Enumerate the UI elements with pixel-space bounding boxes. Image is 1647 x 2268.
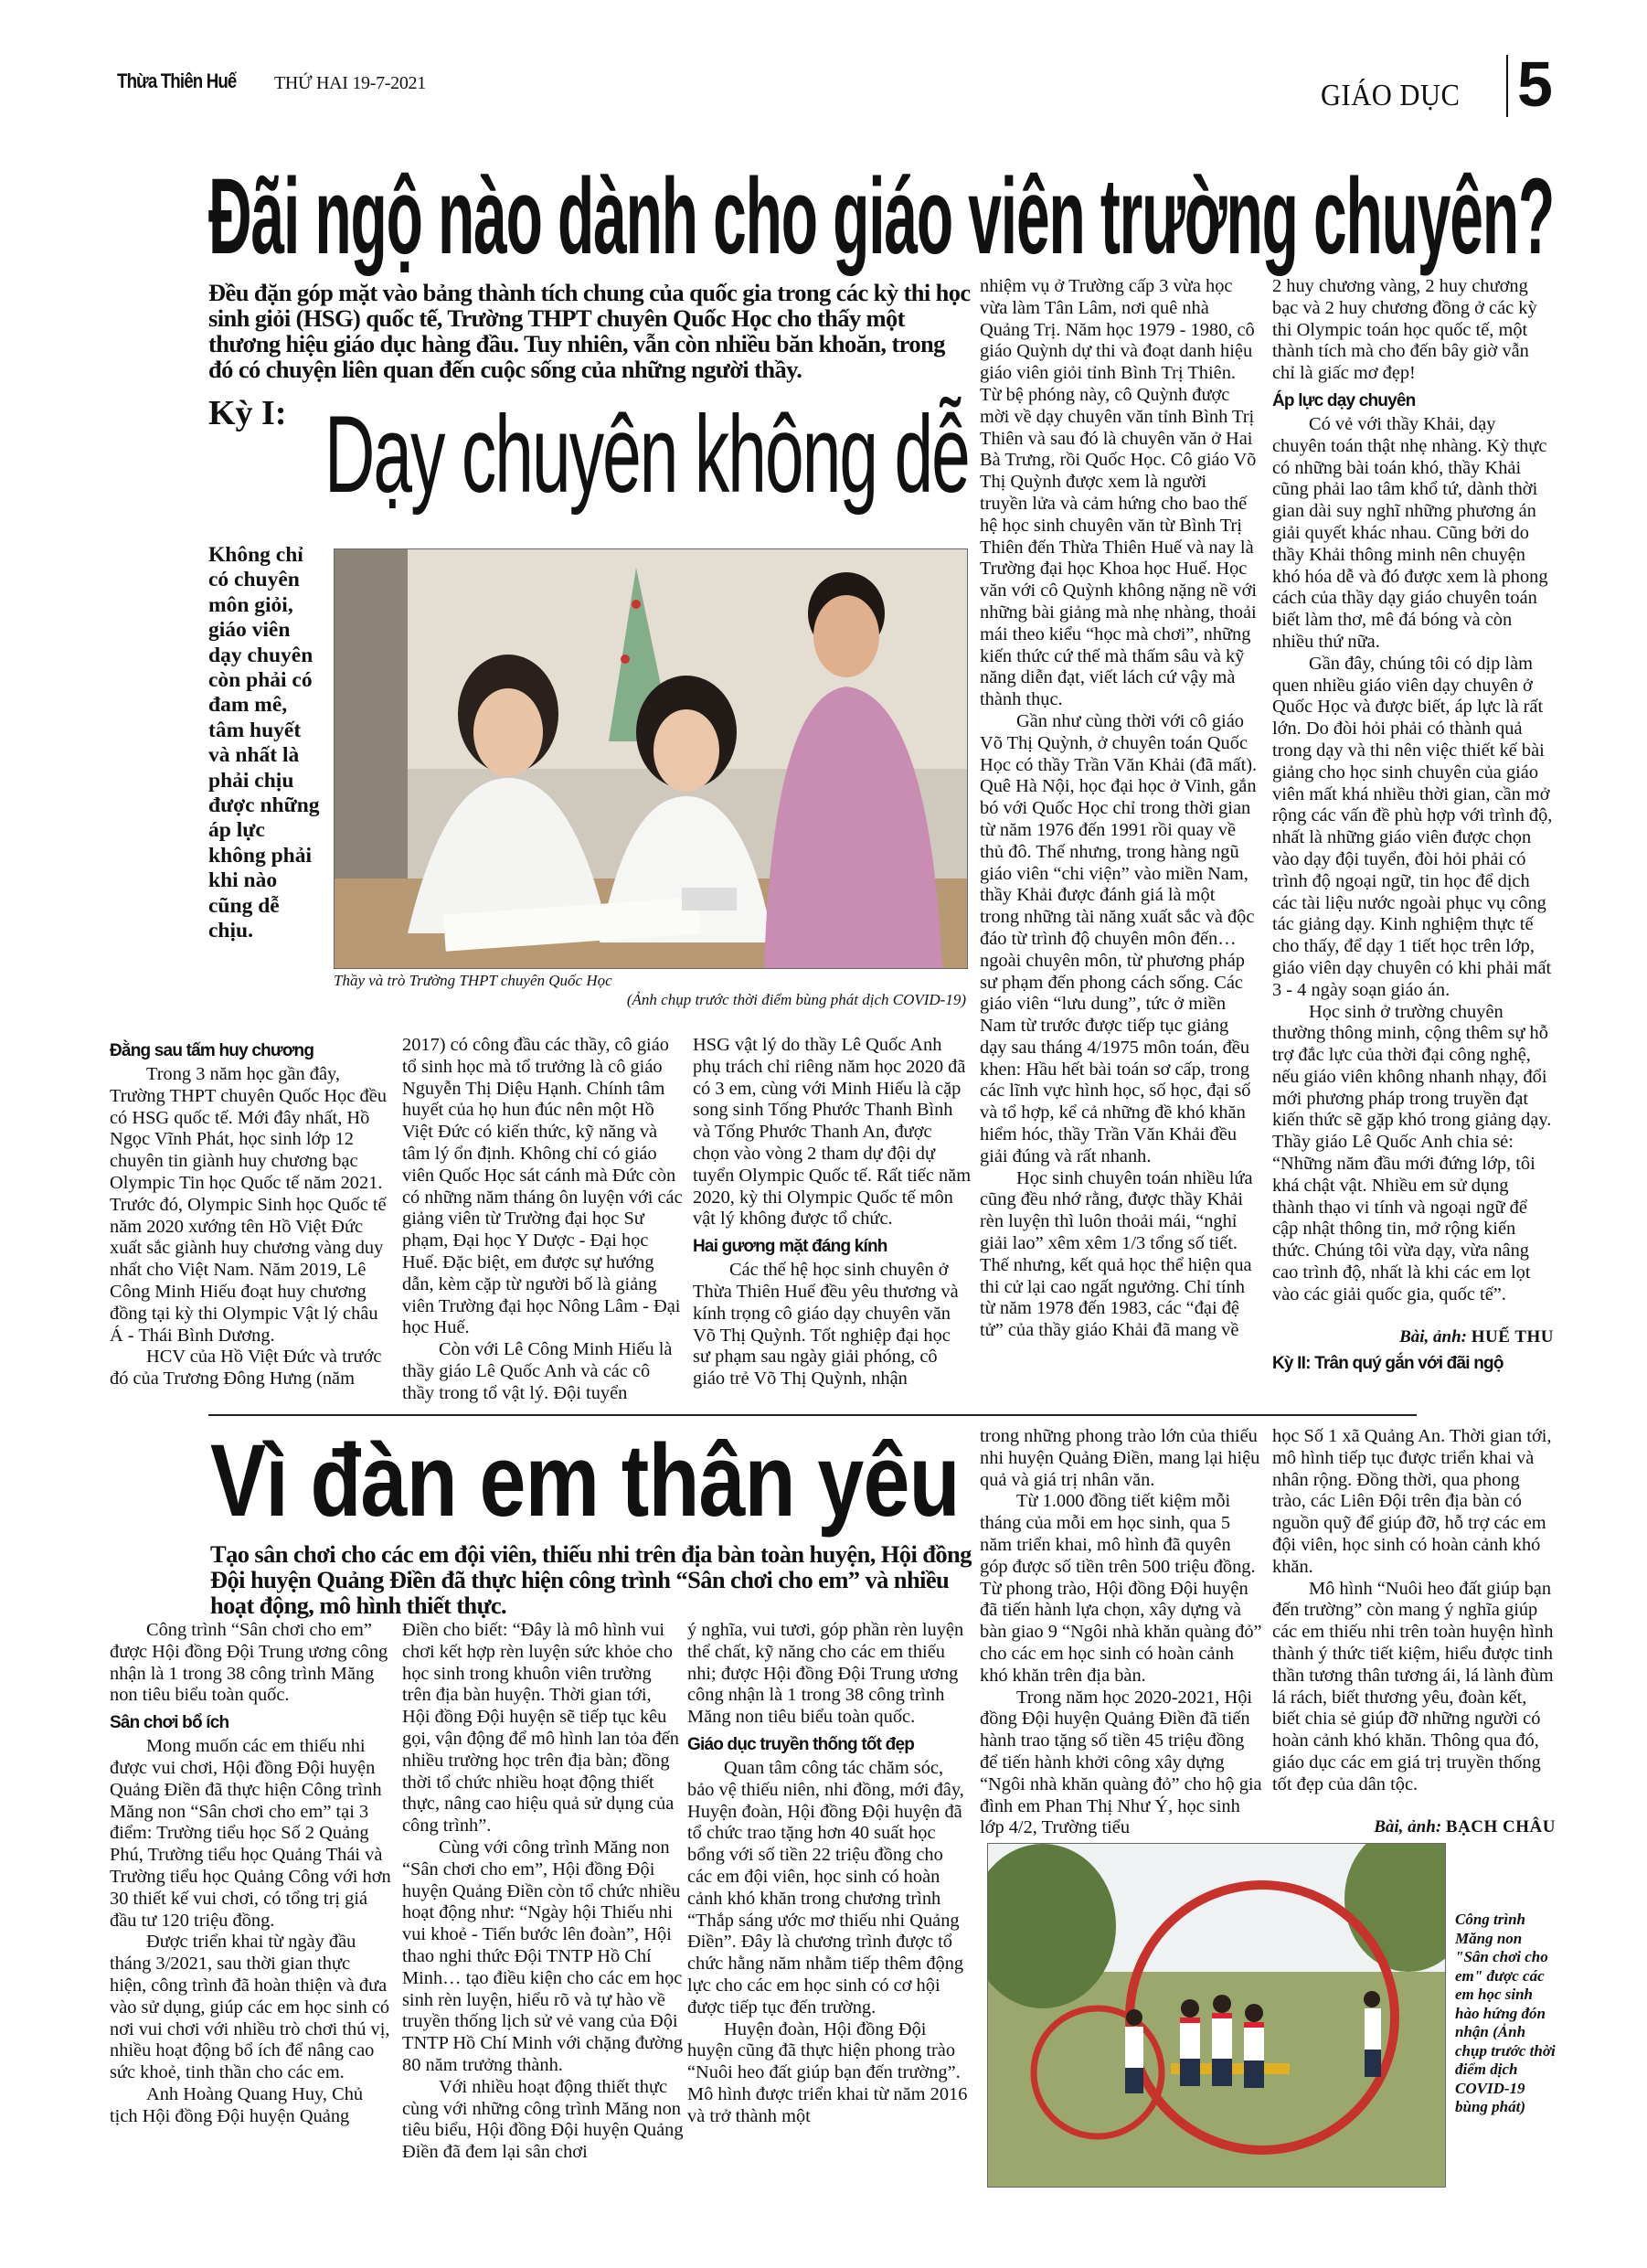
article1-column-1: [110, 1035, 388, 1390]
header-divider: [1506, 55, 1508, 117]
article1-subtitle: Dạy chuyên không dễ: [324, 393, 969, 516]
article2-column-4: [980, 1426, 1263, 1839]
paragraph: Quan tâm công tác chăm sóc, bảo vệ thiếu niên, nhi đồng, mới đây, Huyện đoàn, Hội đồng Đội huyện đã tổ chức trao tặng hơn 40 suất học bổng với số tiền 22 triệu đồng cho các em đội viên, học sinh có hoàn cảnh khó khăn trong chương trình “Thắp sáng ước mơ thiếu nhi Quảng Điền”. Đây là chương trình được tổ chức hằng năm nhằm tiếp thêm động lực cho các em học sinh có cơ hội được tiếp tục đến trường.: [687, 1757, 964, 2018]
paragraph: Anh Hoàng Quang Huy, Chủ tịch Hội đồng Đội huyện Quảng: [110, 2083, 364, 2126]
paragraph: HSG vật lý do thầy Lê Quốc Anh phụ trách chỉ riêng năm học 2020 đã có 3 em, cùng với Minh Hiếu là cặp song sinh Tống Phước Thanh Bình và Tống Phước Thanh An, được chọn vào vòng 2 tham dự đội dự tuyển Olympic Quốc tế. Rất tiếc năm 2020, kỳ thi Olympic Quốc tế môn vật lý không được tổ chức.: [693, 1035, 972, 1230]
paragraph: 2017) có công đầu các thầy, cô giáo tổ sinh học mà tổ trưởng là cô giáo Nguyễn Thị Diệu Hạnh. Chính tâm huyết của họ hun đúc nên một Hồ Việt Đức có kiến thức, kỹ năng và tâm lý ổn định. Không chỉ có giáo viên Quốc Học sát cánh mà Đức còn có những năm tháng ôn luyện với các giảng viên từ Trường đại học Sư phạm, Đại học Y Dược - Đại học Huế. Đặc biệt, em được sự hướng dẫn, kèm cặp từ người bố là giảng viên Trường đại học Nông Lâm - Đại học Huế.: [402, 1035, 683, 1338]
next-part-teaser: Kỳ II: Trân quý gắn với đãi ngộ: [1272, 1354, 1504, 1374]
article1-lead: Đều đặn góp mặt vào bảng thành tích chung của quốc gia trong các kỳ thi học sinh giỏi (HSG) quốc tế, Trường THPT chuyên Quốc Học cho thấy một thương hiệu giáo dục hàng đầu. Tuy nhiên, vẫn còn nhiều băn khoăn, trong đó có chuyện liên quan đến cuộc sống của những người thầy.: [208, 279, 971, 383]
page-number: 5: [1517, 48, 1553, 120]
byline: [1272, 1816, 1556, 1838]
paragraph: trong những phong trào lớn của thiếu nhi huyện Quảng Điền, mang lại hiệu quả và giá trị nhân văn.: [980, 1426, 1260, 1490]
paragraph: 2 huy chương vàng, 2 huy chương bạc và 2 huy chương đồng ở các kỳ thi Olympic toán học quốc tế, một thành tích mà cho đến bây giờ vẫn chỉ là giấc mơ đẹp!: [1272, 276, 1537, 384]
article1-pull-quote: Không chỉ có chuyên môn giỏi, giáo viên dạy chuyên còn phải có đam mê, tâm huyết và nhất là phải chịu được những áp lực không phải khi nào cũng dễ chịu.: [208, 543, 320, 943]
article2-headline: Vì đàn em thân yêu: [210, 1423, 960, 1538]
article1-column-4: [980, 276, 1259, 1342]
article1-photo-caption: [334, 971, 966, 1009]
paragraph: Trong 3 năm học gần đây, Trường THPT chuyên Quốc Học đều có HSG quốc tế. Mới đây nhất, Hồ Ngọc Vĩnh Phát, học sinh lớp 12 chuyên tin giành huy chương bạc Olympic Tin học Quốc tế năm 2021. Trước đó, Olympic Sinh học Quốc tế năm 2020 xướng tên Hồ Việt Đức xuất sắc giành huy chương vàng duy nhất cho Việt Nam. Năm 2019, Lê Công Minh Hiếu đoạt huy chương đồng tại kỳ thi Olympic Vật lý châu Á - Thái Bình Dương.: [110, 1064, 387, 1346]
paragraph: Trong năm học 2020-2021, Hội đồng Đội huyện Quảng Điền đã tiến hành trao tặng số tiền 45 triệu đồng để tiến hành khởi công xây dựng “Ngôi nhà khăn quàng đỏ” cho hộ gia đình em Phan Thị Như Ý, học sinh lớp 4/2, Trường tiểu: [980, 1687, 1262, 1838]
article2-photo-playground: [987, 1843, 1446, 2188]
paragraph: Huyện đoàn, Hội đồng Đội huyện cũng đã thực hiện phong trào “Nuôi heo đất giúp bạn đến trường”. Mô hình được triển khai từ năm 2016 và trở thành một: [687, 2018, 968, 2126]
article1-part-label: Kỳ I:: [208, 394, 287, 432]
byline-label: Bài, ảnh:: [1399, 1326, 1467, 1347]
byline-author: HUẾ THU: [1471, 1326, 1554, 1347]
paragraph: Còn với Lê Công Minh Hiếu là thầy giáo Lê Quốc Anh và các cô thầy trong tổ vật lý. Đội tuyển: [402, 1339, 673, 1403]
paragraph: Với nhiều hoạt động thiết thực cùng với những công trình Măng non tiêu biểu, Hội đồng Đội huyện Quảng Điền đã đem lại sân chơi: [402, 2076, 684, 2163]
issue-date: THỨ HAI 19-7-2021: [274, 73, 426, 93]
paragraph: Các thế hệ học sinh chuyên ở Thừa Thiên Huế đều yêu thương và kính trọng cô giáo dạy chuyên văn Võ Thị Quỳnh. Tốt nghiệp đại học sư phạm sau ngày giải phóng, cô giáo trẻ Võ Thị Quỳnh, nhận: [693, 1260, 959, 1390]
article1-column-2: [402, 1035, 684, 1405]
paragraph: Gần như cùng thời với cô giáo Võ Thị Quỳnh, ở chuyên toán Quốc Học có thầy Trần Văn Khải (đã mất). Quê Hà Nội, học đại học ở Vinh, gắn bó với Quốc Học chỉ trong thời gian từ năm 1976 đến 1991 rồi quay về thủ đô. Thế nhưng, trong hàng ngũ giáo viên “chi viện” vào miền Nam, thầy Khải được đánh giá là một trong những tài năng xuất sắc và độc đáo từ trình độ chuyên môn đến… ngoài chuyên môn, từ phương pháp sư phạm đến phong cách sống. Các giáo viên “lưu dung”, tức ở miền Nam từ trước được tiếp tục giảng dạy sau tháng 4/1975 môn toán, đều khen: Hầu hết bài toán sơ cấp, trong các lĩnh vực hình học, số học, đại số và tổ hợp, kể cả những đề khó khăn hiểm hóc, thầy Trần Văn Khải đều giải đúng và rất nhanh.: [980, 710, 1258, 1166]
subheading: Đằng sau tấm huy chương: [110, 1041, 314, 1060]
paragraph: Có vẻ với thầy Khải, dạy chuyên toán thật nhẹ nhàng. Kỳ thực có những bài toán khó, thầy Khải cũng phải lao tâm khổ tứ, dành thời gian dài suy nghĩ những phương án giải quyết khác nhau. Cũng bởi do thầy Khải thông minh nên chuyện khó hóa dễ và đó được xem là phong cách của thầy dạy giáo chuyên toán biết làm thơ, mê đá bóng và còn nhiều thứ nữa.: [1272, 413, 1548, 652]
paragraph: ý nghĩa, vui tươi, góp phần rèn luyện thể chất, kỹ năng cho các em thiếu nhi; được Hội đồng Đội Trung ương công nhận là 1 trong 38 công trình Măng non tiêu biểu toàn quốc.: [687, 1620, 964, 1728]
caption-note: (Ảnh chụp trước thời điểm bùng phát dịch COVID-19): [626, 991, 966, 1008]
subheading: Hai gương mặt đáng kính: [693, 1237, 887, 1257]
subheading: Sân chơi bổ ích: [110, 1713, 229, 1733]
article2-lead: Tạo sân chơi cho các em đội viên, thiếu nhi trên địa bàn toàn huyện, Hội đồng Đội huyện Quảng Điền đã thực hiện công trình “Sân chơi cho em” và nhiều hoạt động, mô hình thiết thực.: [210, 1540, 972, 1619]
byline-label: Bài, ảnh:: [1374, 1816, 1442, 1837]
article1-column-5: [1272, 276, 1554, 1375]
subheading: Giáo dục truyền thống tốt đẹp: [687, 1734, 915, 1754]
paragraph: Cùng với công trình Măng non “Sân chơi cho em”, Hội đồng Đội huyện Quảng Điền còn tổ chức nhiều hoạt động như: “Ngày hội Thiếu nhi vui khoẻ - Tiến bước lên đoàn”, Hội thao nghi thức Đội TNTP Hồ Chí Minh… tạo điều kiện cho các em học sinh rèn luyện, hiểu rõ và tự hào về truyền thống lịch sử vẻ vang của Đội TNTP Hồ Chí Minh với chặng đường 80 năm trưởng thành.: [402, 1837, 684, 2075]
paragraph: học Số 1 xã Quảng An. Thời gian tới, mô hình tiếp tục được triển khai và nhân rộng. Đồng thời, qua phong trào, các Liên Đội trên địa bàn có nguồn quỹ để giúp đỡ, hỗ trợ các em đội viên, học sinh có hoàn cảnh khó khăn.: [1272, 1426, 1552, 1577]
article1-photo-classroom: [334, 548, 968, 969]
article2-headline-box: [210, 1423, 960, 1538]
article1-column-3: [693, 1035, 972, 1390]
article2-photo-caption: Công trình Măng non "Sân chơi cho em" được các em học sinh hào hứng đón nhận (Ảnh chụp trước thời điểm dịch COVID-19 bùng phát): [1455, 1911, 1556, 2115]
section-name: GIÁO DỤC: [1321, 79, 1461, 112]
byline: [1272, 1326, 1554, 1348]
article2-column-2: [402, 1620, 684, 2164]
article1-subtitle-box: [324, 393, 969, 521]
article1-headline-box: [208, 157, 1554, 276]
paragraph: Được triển khai từ ngày đầu tháng 3/2021, sau thời gian thực hiện, công trình đã hoàn thiện và đưa vào sử dụng, giúp các em học sinh có nơi vui chơi với nhiều trò chơi thú vị, nhiều hoạt động bổ ích để nâng cao sức khoẻ, tinh thần cho các em.: [110, 1932, 390, 2083]
subheading: Áp lực dạy chuyên: [1272, 390, 1416, 410]
paragraph: Công trình “Sân chơi cho em” được Hội đồng Đội Trung ương công nhận là 1 trong 38 công trình Măng non tiêu biểu toàn quốc.: [110, 1620, 388, 1706]
article2-column-5: [1272, 1426, 1556, 1837]
paragraph: Học sinh ở trường chuyên thường thông minh, cộng thêm sự hỗ trợ đắc lực của thời đại công nghệ, nếu giáo viên không nhanh nhạy, đổi mới phương pháp trong truyền đạt kiến thức sẽ gặp khó trong giảng dạy. Thầy giáo Lê Quốc Anh chia sẻ: “Những năm đầu mới đứng lớp, tôi khá chật vật. Nhiều em sử dụng thành thạo vi tính và ngoại ngữ để cập nhật thông tin, mở rộng kiến thức. Chúng tôi vừa dạy, vừa nâng cao trình độ, nhất là khi các em lọt vào các giải quốc gia, quốc tế”.: [1272, 1001, 1552, 1304]
article-divider: [208, 1414, 1417, 1416]
paragraph: Điền cho biết: “Đây là mô hình vui chơi kết hợp rèn luyện sức khỏe cho học sinh trong khuôn viên trường trên địa bàn huyện. Thời gian tới, Hội đồng Đội huyện sẽ tiếp tục kêu gọi, vận động để mô hình lan tỏa đến nhiều trường học trên địa bàn; đồng thời tổ chức nhiều hoạt động thiết thực, nâng cao hiệu quả sử dụng của công trình”.: [402, 1620, 679, 1837]
byline-author: BẠCH CHÂU: [1445, 1816, 1556, 1837]
paragraph: Từ 1.000 đồng tiết kiệm mỗi tháng của mỗi em học sinh, qua 5 năm triển khai, mô hình đã quyên góp được số tiền trên 500 triệu đồng. Từ phong trào, Hội đồng Đội huyện đã tiến hành lựa chọn, xây dựng và bàn giao 9 “Ngôi nhà khăn quàng đỏ” cho các em học sinh có hoàn cảnh khó khăn trên địa bàn.: [980, 1491, 1262, 1686]
newspaper-name: Thừa Thiên Huế: [117, 69, 237, 92]
article2-column-1: [110, 1620, 391, 2128]
paragraph: Mô hình “Nuôi heo đất giúp bạn đến trường” còn mang ý nghĩa giúp các em thiếu nhi trên toàn huyện hình thành ý thức tiết kiệm, hiểu được tinh thần tương thân tương ái, lá lành đùm lá rách, biết thương yêu, đoàn kết, biết chia sẻ giúp đỡ những người có hoàn cảnh khó khăn. Thông qua đó, giáo dục các em giá trị truyền thống tốt đẹp của dân tộc.: [1272, 1578, 1554, 1794]
paragraph: HCV của Hồ Việt Đức và trước đó của Trương Đông Hưng (năm: [110, 1347, 382, 1390]
paragraph: Gần đây, chúng tôi có dịp làm quen nhiều giáo viên dạy chuyên ở Quốc Học và được biết, áp lực là rất lớn. Do đòi hỏi phải có thành quả trong dạy và thi nên việc thiết kế bài giảng cho học sinh chuyên của giáo viên mất khá nhiều thời gian, cần mở rộng các vấn đề phù hợp với trình độ, nhất là những giáo viên được chọn vào dạy đội tuyển, đòi hỏi phải có trình độ ngoại ngữ, tin học để dịch các tài liệu nước ngoài phục vụ công tác giảng dạy. Kinh nghiệm thực tế cho thấy, để dạy 1 tiết học trên lớp, giáo viên dạy chuyên có khi phải mất 3 - 4 ngày soạn giáo án.: [1272, 653, 1553, 1000]
paragraph: Học sinh chuyên toán nhiều lứa cũng đều nhớ rằng, được thầy Khải rèn luyện thì luôn thoải mái, “nghỉ giải lao” xêm xêm 1/3 tổng số tiết. Thế nhưng, kết quả học thể hiện qua thi cử lại cao ngất ngưởng. Chỉ tính từ năm 1978 đến 1983, các “đại đệ tử” của thầy giáo Khải đã mang về: [980, 1167, 1253, 1341]
caption-text: Thầy và trò Trường THPT chuyên Quốc Học: [334, 972, 612, 989]
article1-headline: Đãi ngộ nào dành cho giáo viên trường chuyên?: [208, 156, 1555, 277]
paragraph: Mong muốn các em thiếu nhi được vui chơi, Hội đồng Đội huyện Quảng Điền đã thực hiện Công trình Măng non “Sân chơi cho em” tại 3 điểm: Trường tiểu học Số 2 Quảng Phú, Trường tiểu học Quảng Thái và Trường tiểu học Quảng Công với hơn 30 thiết kế vui chơi, có tổng trị giá đầu tư 120 triệu đồng.: [110, 1736, 391, 1931]
paragraph: nhiệm vụ ở Trường cấp 3 vừa học vừa làm Tân Lâm, nơi quê nhà Quảng Trị. Năm học 1979 - 1980, cô giáo Quỳnh dự thi và đoạt danh hiệu giáo viên giỏi tỉnh Bình Trị Thiên. Từ bệ phóng này, cô Quỳnh được mời về dạy chuyên văn tỉnh Bình Trị Thiên và sau đó là chuyên văn ở Hai Bà Trưng, rồi Quốc Học. Cô giáo Võ Thị Quỳnh được xem là người truyền lửa và cảm hứng cho bao thế hệ học sinh chuyên văn từ Bình Trị Thiên đến Thừa Thiên Huế và nay là Trường đại học Khoa học Huế. Học văn với cô Quỳnh không nặng nề với những bài giảng mà nhẹ nhàng, thoải mái theo kiểu “học mà chơi”, những kiến thức cứ thế mà thấm sâu và kỹ năng diễn đạt, viết lách cứ vậy mà thành thục.: [980, 276, 1258, 710]
article2-column-3: [687, 1620, 971, 2128]
